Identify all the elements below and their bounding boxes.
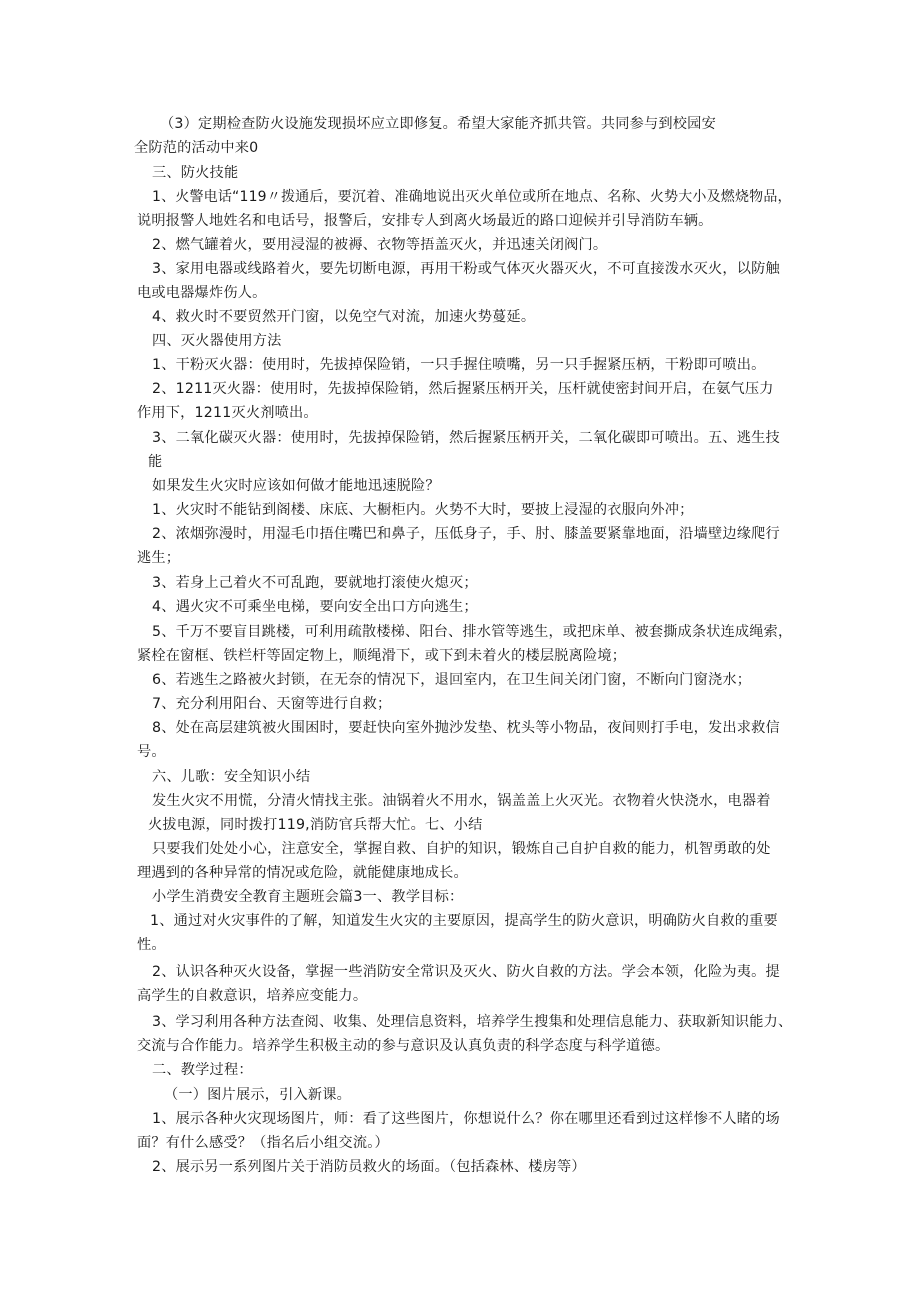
text-line: 号。	[137, 744, 166, 760]
text-line: 交流与合作能力。培养学生积极主动的参与意识及认真负责的科学态度与科学道德。	[137, 1038, 670, 1054]
section-heading: 六、儿歌：安全知识小结	[152, 769, 311, 785]
text-line: 理遇到的各种异常的情况或危险，就能健康地成长。	[137, 865, 468, 881]
text-line: 紧栓在窗框、铁栏杆等固定物上，顺绳滑下，或下到未着火的楼层脱离险境；	[137, 648, 627, 664]
text-line: 3、若身上己着火不可乱跑，要就地打滚使火熄灭；	[152, 575, 478, 591]
text-line: 8、处在高层建筑被火围困时，要赶快向室外抛沙发垫、枕头等小物品，夜间则打手电，发出求救信	[152, 720, 780, 736]
text-line: 逃生；	[137, 550, 181, 566]
text-line: 2、1211灭火器：使用时，先拔掉保险销，然后握紧压柄开关，压杆就使密封间开启，在氨气压力	[152, 381, 774, 397]
section-heading: 三、防火技能	[152, 165, 239, 181]
text-line: 2、认识各种灭火设备，掌握一些消防安全常识及灭火、防火自救的方法。学会本领，化险为夷。提	[152, 964, 780, 980]
text-line: 1、干粉灭火器：使用时，先拔掉保险销，一只手握住喷嘴，另一只手握紧压柄，干粉即可喷出。	[152, 357, 766, 373]
text-line: 只要我们处处小心，注意安全，掌握自救、自护的知识，锻炼自己自护自救的能力，机智勇敢的处	[152, 841, 771, 857]
text-line: 全防范的活动中来0	[134, 140, 259, 156]
text-line: 火拔电源，同时拨打119,消防官兵帮大忙。七、小结	[148, 817, 483, 833]
text-line: 面？有什么感受？（指名后小组交流。）	[137, 1135, 389, 1151]
text-line: 如果发生火灾时应该如何做才能地迅速脱险？	[152, 478, 440, 494]
text-line: 5、千万不要盲目跳楼，可利用疏散楼梯、阳台、排水管等逃生，或把床单、被套撕成条状连成绳索，	[152, 624, 793, 640]
text-line: 3、二氧化碳灭火器：使用时，先拔掉保险销，然后握紧压柄开关，二氧化碳即可喷出。五、逃生技	[152, 430, 780, 446]
text-line: 6、若逃生之路被火封锁，在无奈的情况下，退回室内，在卫生间关闭门窗，不断向门窗浇水；	[152, 672, 752, 688]
text-line: 1、火灾时不能钻到阁楼、床底、大橱柜内。火势不大时，要披上浸湿的衣服向外冲；	[152, 502, 694, 518]
text-line: 能	[148, 454, 163, 470]
text-line: （3）定期检查防火设施发现损坏应立即修复。希望大家能齐抓共管。共同参与到校园安	[160, 116, 716, 132]
text-line: 1、火警电话“119〃拨通后，要沉着、准确地说出灭火单位或所在地点、名称、火势大小及燃烧物品，	[152, 189, 792, 205]
text-line: 说明报警人地姓名和电话号，报警后，安排专人到离火场最近的路口迎候并引导消防车辆。	[137, 213, 713, 229]
text-line: 高学生的自救意识，培养应变能力。	[137, 988, 368, 1004]
text-line: 7、充分利用阳台、天窗等进行自救；	[152, 696, 392, 712]
text-line: 电或电器爆炸伤人。	[137, 285, 267, 301]
text-line: 2、展示另一系列图片关于消防员救火的场面。（包括森林、楼房等）	[152, 1159, 586, 1175]
text-line: 2、浓烟弥漫时，用湿毛巾捂住嘴巴和鼻子，压低身子，手、肘、膝盖要紧靠地面，沿墙壁边缘爬行	[152, 526, 780, 542]
section-heading: 四、灭火器使用方法	[152, 333, 282, 349]
text-line: 4、救火时不要贸然开门窗，以免空气对流，加速火势蔓延。	[152, 309, 536, 325]
text-line: 3、学习利用各种方法查阅、收集、处理信息资料，培养学生搜集和处理信息能力、获取新知识能力、	[152, 1014, 793, 1030]
section-heading: 小学生消费安全教育主题班会篇3一、教学目标：	[152, 889, 464, 905]
text-line: 2、燃气罐着火，要用浸湿的被褥、衣物等捂盖灭火，并迅速关闭阀门。	[152, 237, 608, 253]
text-line: 作用下，1211灭火剂喷出。	[137, 405, 318, 421]
text-line: 发生火灾不用慌，分清火情找主张。油锅着火不用水，锅盖盖上火灭光。衣物着火快浇水，电器着	[152, 793, 771, 809]
section-heading: 二、教学过程：	[152, 1062, 253, 1078]
text-line: 性。	[137, 937, 166, 953]
text-line: 1、通过对火灾事件的了解，知道发生火灾的主要原因，提高学生的防火意识，明确防火自救的重要	[150, 913, 778, 929]
text-line: 3、家用电器或线路着火，要先切断电源，再用干粉或气体灭火器灭火，不可直接泼水灭火，以防触	[152, 261, 780, 277]
text-line: 1、展示各种火灾现场图片，师：看了这些图片，你想说什么？你在哪里还看到过这样惨不人睹的场	[152, 1111, 780, 1127]
text-line: （一）图片展示，引入新课。	[164, 1087, 352, 1103]
text-line: 4、遇火灾不可乘坐电梯，要向安全出口方向逃生；	[152, 599, 478, 615]
